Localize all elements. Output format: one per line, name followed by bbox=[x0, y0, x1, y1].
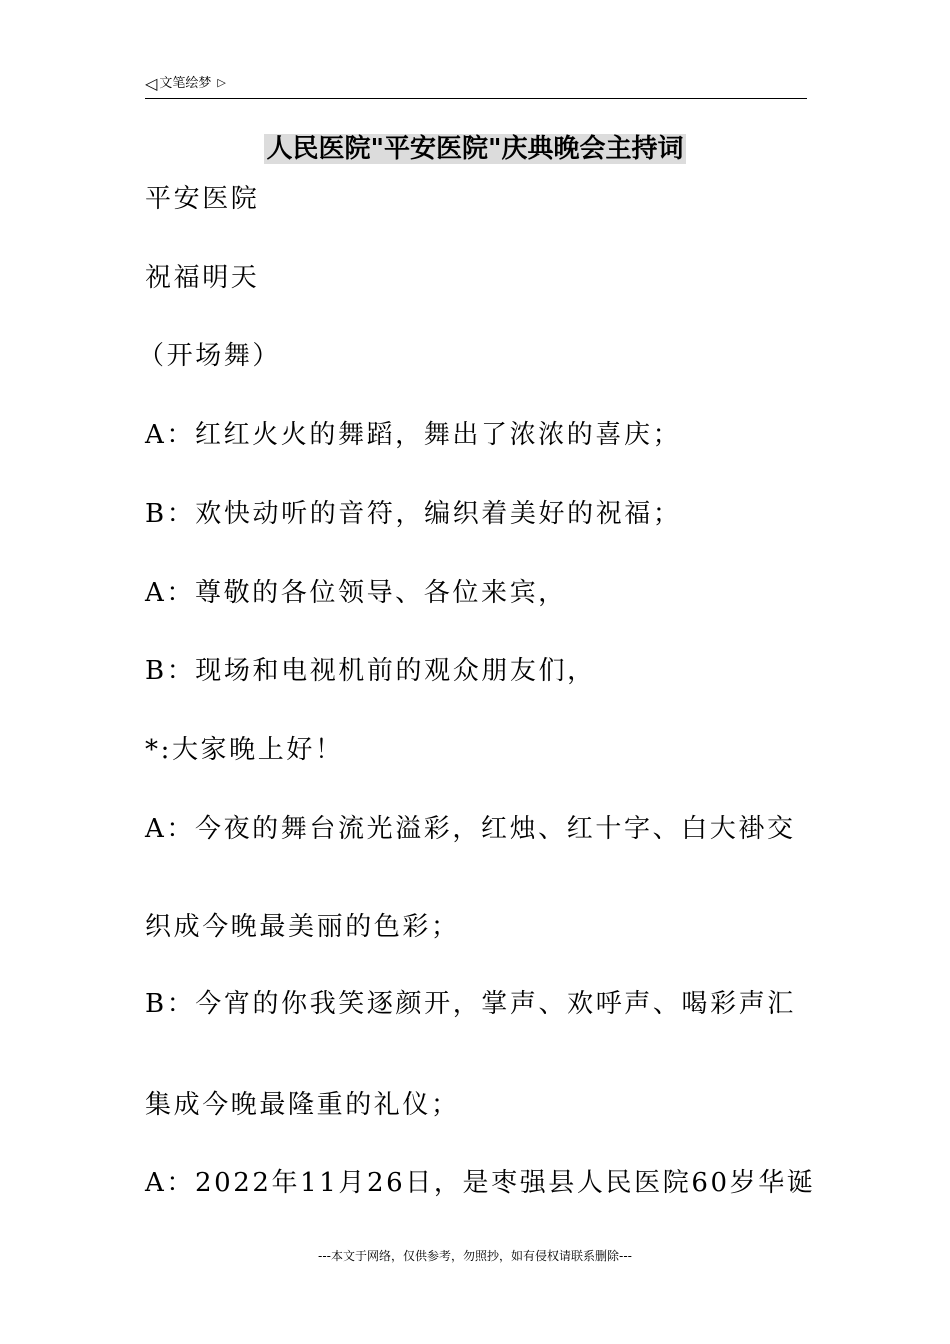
text-line: B：现场和电视机前的观众朋友们， bbox=[145, 656, 596, 686]
text-line: *:大家晚上好！ bbox=[145, 735, 344, 765]
triangle-right-icon: ▷ bbox=[217, 76, 226, 89]
text-line: B：今宵的你我笑逐颜开，掌声、欢呼声、喝彩声汇 bbox=[145, 989, 796, 1019]
header-label: 文笔绘梦 bbox=[159, 76, 212, 91]
page-header bbox=[145, 74, 807, 99]
text-line: A：尊敬的各位领导、各位来宾， bbox=[145, 578, 567, 608]
text-line: A：红红火火的舞蹈，舞出了浓浓的喜庆； bbox=[145, 420, 682, 450]
text-line: 平安医院 bbox=[145, 184, 260, 214]
text-line: A：今夜的舞台流光溢彩，红烛、红十字、白大褂交 bbox=[145, 814, 796, 844]
document-title bbox=[0, 132, 950, 166]
page-footer: ---本文于网络，仅供参考，勿照抄，如有侵权请联系删除--- bbox=[318, 1249, 632, 1263]
text-line: 祝福明天 bbox=[145, 263, 260, 293]
document-title-text: 人民医院"平安医院"庆典晚会主持词 bbox=[266, 134, 684, 164]
text-line: B：欢快动听的音符，编织着美好的祝福； bbox=[145, 499, 682, 529]
text-line: A：2022年11月26日，是枣强县人民医院60岁华诞 bbox=[145, 1168, 816, 1198]
triangle-left-icon: ◁ bbox=[145, 74, 158, 93]
text-line: 集成今晚最隆重的礼仪； bbox=[145, 1090, 460, 1120]
text-line: 织成今晚最美丽的色彩； bbox=[145, 912, 460, 942]
text-line: （开场舞） bbox=[138, 341, 282, 371]
